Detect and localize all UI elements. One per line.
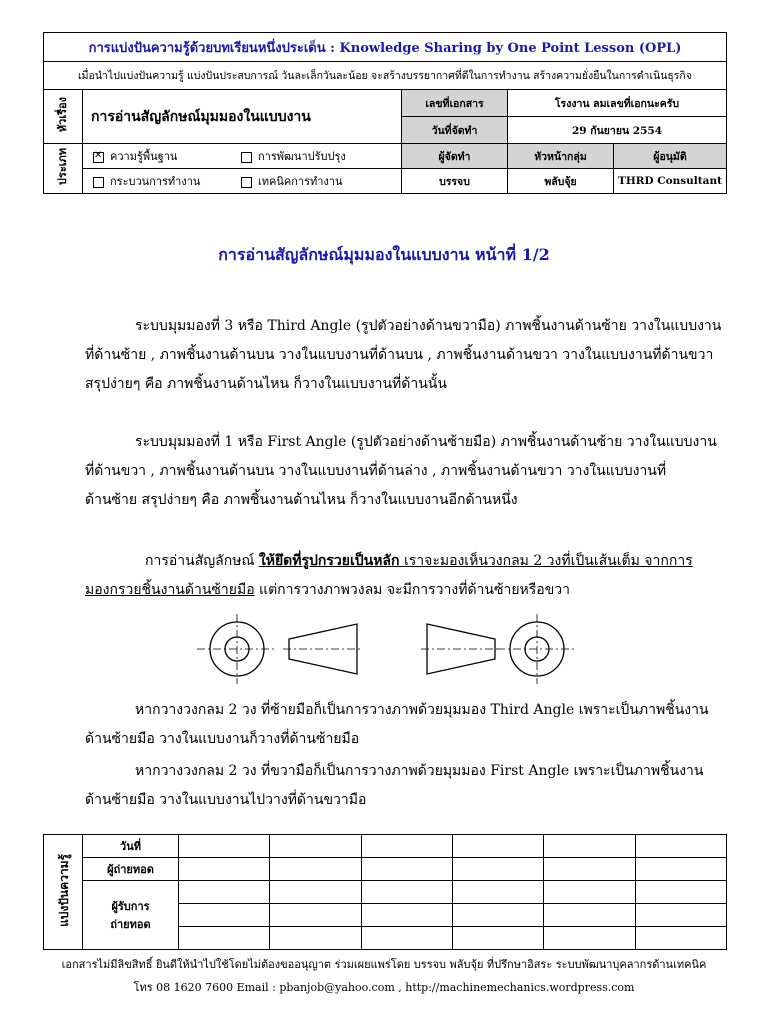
table-cell[interactable] — [179, 835, 270, 858]
doc-no-value: โรงงาน ลมเลขที่เอกนะครับ — [508, 90, 727, 117]
table-cell[interactable] — [361, 835, 452, 858]
checkbox-icon[interactable] — [93, 177, 104, 188]
table-cell[interactable] — [179, 927, 270, 950]
type-option-improve[interactable]: การพัฒนาปรับปรุง — [231, 144, 402, 169]
table-cell[interactable] — [179, 881, 270, 904]
topic-side-label: หัวเรื่อง — [56, 97, 69, 133]
table-cell[interactable] — [452, 927, 543, 950]
projection-symbols-figure — [195, 612, 580, 686]
checkbox-icon[interactable] — [241, 177, 252, 188]
table-cell[interactable] — [452, 835, 543, 858]
sharing-side-cell — [44, 835, 83, 950]
date-label: วันที่จัดทำ — [402, 117, 508, 144]
table-cell[interactable] — [635, 858, 726, 881]
type-option-basic[interactable]: ✕ ความรู้พื้นฐาน — [83, 144, 232, 169]
table-cell[interactable] — [270, 858, 361, 881]
type-option-technique[interactable]: เทคนิคการทำงาน — [231, 169, 402, 194]
knowledge-sharing-table — [43, 834, 727, 950]
table-cell[interactable] — [361, 858, 452, 881]
author-value: บรรจบ — [402, 169, 508, 194]
table-cell[interactable] — [635, 904, 726, 927]
table-cell[interactable] — [452, 881, 543, 904]
sharing-transmitter-label: ผู้ถ่ายทอด — [83, 858, 179, 881]
type-side-cell — [44, 144, 83, 194]
opl-title: การแบ่งปันความรู้ด้วยบทเรียนหนึ่งประเด็น : Knowledge Sharing by One Point Lesson (OPL) — [44, 33, 727, 62]
checkbox-checked-icon[interactable] — [93, 152, 104, 163]
table-cell[interactable] — [361, 904, 452, 927]
sharing-receiver-label: ผู้รับการ ถ่ายทอด — [83, 881, 179, 950]
lead-label: หัวหน้ากลุ่ม — [508, 144, 614, 169]
footer-contact-text: โทร 08 1620 7600 Email : pbanjob@yahoo.com , http://machinemechanics.wordpress.com — [133, 981, 635, 994]
main-title: การอ่านสัญลักษณ์มุมมองในแบบงาน หน้าที่ 1/2 — [218, 245, 550, 264]
table-cell[interactable] — [544, 858, 635, 881]
sharing-side-label: แบ่งปันความรู้ — [56, 854, 71, 927]
table-cell[interactable] — [635, 881, 726, 904]
date-value: 29 กันยายน 2554 — [508, 117, 727, 144]
paragraph-reading-symbol: การอ่านสัญลักษณ์ ให้ยึดที่รูปกรวยเป็นหลัก เราจะมองเห็นวงกลม 2 วงที่เป็นเส้นเต็ม จากการ มองกรวยชิ้นงานด้านซ้ายมือ แต่การวางภาพวงลม จะมีการวางที่ด้านซ้ายหรือขวา — [85, 553, 693, 598]
table-cell[interactable] — [635, 927, 726, 950]
third-angle-symbol — [197, 614, 363, 684]
sharing-date-label: วันที่ — [83, 835, 179, 858]
table-cell[interactable] — [361, 881, 452, 904]
topic-title: การอ่านสัญลักษณ์มุมมองในแบบงาน — [83, 90, 402, 144]
approver-value: THRD Consultant — [614, 169, 727, 194]
table-cell[interactable] — [544, 881, 635, 904]
paragraph-third-angle: ระบบมุมมองที่ 3 หรือ Third Angle (รูปตัวอย่างด้านขวามือ) ภาพชิ้นงานด้านซ้าย วางในแบบงาน ที่ด้านซ้าย , ภาพชิ้นงานด้านบน วางในแบบงานที่ด้านบน , ภาพชิ้นงานด้านขวา วางในแบบงานที่ด้านขวา สรุปง่ายๆ คือ ภาพชิ้นงานด้านไหน ก็วางในแบบงานที่ด้านนั้น — [85, 318, 722, 392]
type-side-label: ประเภท — [56, 148, 69, 186]
doc-no-label: เลขที่เอกสาร — [402, 90, 508, 117]
paragraph-circles-right: หากวางวงกลม 2 วง ที่ขวามือก็เป็นการวางภาพด้วยมุมมอง First Angle เพราะเป็นภาพชิ้นงาน ด้านซ้ายมือ วางในแบบงานไปวางที่ด้านขวามือ — [85, 763, 704, 808]
table-cell[interactable] — [452, 904, 543, 927]
approver-label: ผู้อนุมัติ — [614, 144, 727, 169]
table-cell[interactable] — [635, 835, 726, 858]
footer-license-text: เอกสารไม่มีลิขสิทธิ์ ยินดีให้นำไปใช้โดยไม่ต้องขออนุญาต ร่วมเผยแพร่โดย บรรจบ พลับจุ้ย ที่ปรึกษาอิสระ ระบบพัฒนาบุคลากรด้านเทคนิค — [61, 958, 707, 971]
type-option-process[interactable]: กระบวนการทำงาน — [83, 169, 232, 194]
table-cell[interactable] — [544, 927, 635, 950]
table-cell[interactable] — [544, 904, 635, 927]
checkbox-icon[interactable] — [241, 152, 252, 163]
table-cell[interactable] — [452, 858, 543, 881]
table-cell[interactable] — [544, 835, 635, 858]
table-cell[interactable] — [270, 927, 361, 950]
first-angle-symbol — [421, 614, 577, 684]
table-cell[interactable] — [270, 904, 361, 927]
paragraph-first-angle: ระบบมุมมองที่ 1 หรือ First Angle (รูปตัวอย่างด้านซ้ายมือ) ภาพชิ้นงานด้านซ้าย วางในแบบงาน ที่ด้านขวา , ภาพชิ้นงานด้านบน วางในแบบงานที่ด้านล่าง , ภาพชิ้นงานด้านขวา วางในแบบงานที่ ด้านซ้าย สรุปง่ายๆ คือ ภาพชิ้นงานด้านไหน ก็วางในแบบงานอีกด้านหนึ่ง — [85, 434, 717, 508]
table-cell[interactable] — [179, 858, 270, 881]
table-cell[interactable] — [270, 835, 361, 858]
paragraph-circles-left: หากวางวงกลม 2 วง ที่ซ้ายมือก็เป็นการวางภาพด้วยมุมมอง Third Angle เพราะเป็นภาพชิ้นงาน ด้านซ้ายมือ วางในแบบงานก็วางที่ด้านซ้ายมือ — [85, 702, 709, 747]
topic-side-cell — [44, 90, 83, 144]
lead-value: พลับจุ้ย — [508, 169, 614, 194]
opl-subtitle: เมื่อนำไปแบ่งปันความรู้ แบ่งปันประสบการณ์ วันละเล็กวันละน้อย จะสร้างบรรยากาศที่ดีในการทำงาน สร้างความยั่งยืนในการดำเนินธุรกิจ — [44, 62, 727, 90]
author-label: ผู้จัดทำ — [402, 144, 508, 169]
table-cell[interactable] — [179, 904, 270, 927]
opl-header-table — [43, 32, 727, 194]
table-cell[interactable] — [270, 881, 361, 904]
table-cell[interactable] — [361, 927, 452, 950]
